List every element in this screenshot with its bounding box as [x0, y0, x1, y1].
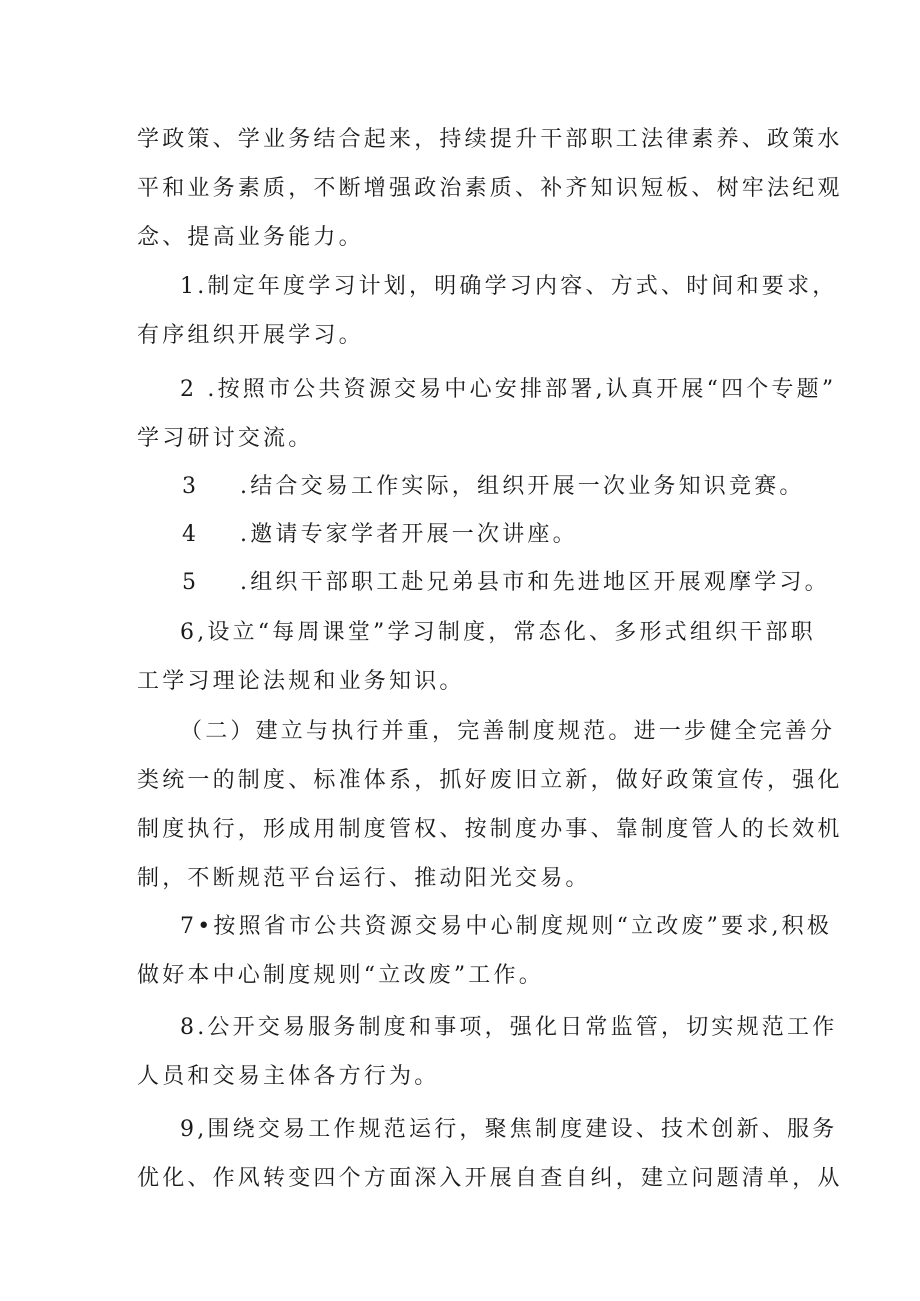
intro-line-2: 平和业务素质，不断增强政治素质、补齐知识短板、树牢法纪观 [137, 176, 843, 201]
section-2-line-4: 制，不断规范平台运行、推动阳光交易。 [137, 866, 591, 891]
item-9-line-1: 9,围绕交易工作规范运行，聚焦制度建设、技术创新、服务 [180, 1117, 838, 1142]
item-8-line-2: 人员和交易主体各方行为。 [137, 1064, 440, 1089]
item-9-line-2: 优化、作风转变四个方面深入开展自查自纠，建立问题清单，从 [137, 1166, 843, 1191]
item-3-line [182, 472, 805, 502]
item-4-number: 4 [182, 522, 200, 547]
item-1-line-2: 有序组织开展学习。 [137, 323, 364, 348]
item-2-line-1: 2 .按照市公共资源交易中心安排部署,认真开展“四个专题” [180, 377, 837, 402]
item-5-number: 5 [182, 570, 200, 595]
item-6-line-1: 6,设立“每周课堂”学习制度，常态化、多形式组织干部职 [180, 620, 816, 645]
item-8-line-1: 8.公开交易服务制度和事项，强化日常监管，切实规范工作 [180, 1015, 838, 1040]
item-1-line-1: 1.制定年度学习计划，明确学习内容、方式、时间和要求， [180, 274, 838, 299]
item-3-number: 3 [182, 474, 200, 499]
item-7-line-1: 7•按照省市公共资源交易中心制度规则“立改废”要求,积极 [180, 914, 833, 939]
section-2-line-3: 制度执行，形成用制度管权、按制度办事、靠制度管人的长效机 [137, 817, 843, 842]
item-4-text: .邀请专家学者开展一次讲座。 [240, 522, 578, 547]
section-2-line-2: 类统一的制度、标准体系，抓好废旧立新，做好政策宣传，强化 [137, 768, 843, 793]
item-6-line-2: 工学习理论法规和业务知识。 [137, 669, 465, 694]
item-4-line [182, 520, 578, 550]
intro-line-3: 念、提高业务能力。 [137, 225, 364, 250]
item-5-line [182, 568, 830, 598]
section-2-line-1: （二）建立与执行并重，完善制度规范。进一步健全完善分 [180, 719, 836, 744]
intro-line-1: 学政策、学业务结合起来，持续提升干部职工法律素养、政策水 [137, 127, 843, 152]
item-3-text: .结合交易工作实际，组织开展一次业务知识竞赛。 [240, 474, 805, 499]
item-7-line-2: 做好本中心制度规则“立改废”工作。 [137, 963, 544, 988]
item-2-line-2: 学习研讨交流。 [137, 426, 314, 451]
item-5-text: .组织干部职工赴兄弟县市和先进地区开展观摩学习。 [240, 570, 830, 595]
